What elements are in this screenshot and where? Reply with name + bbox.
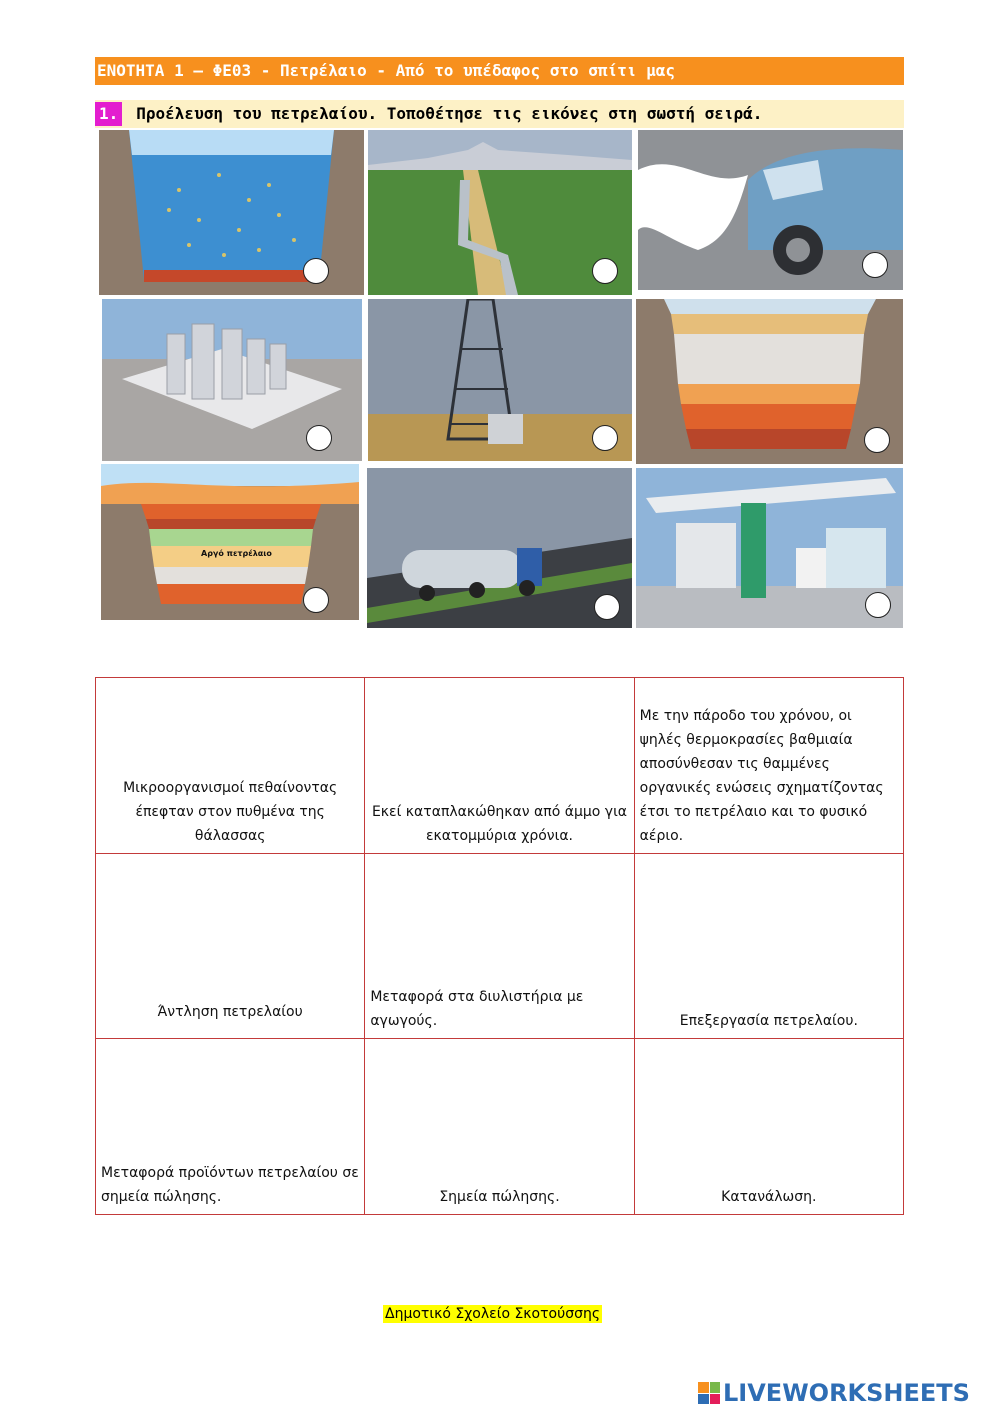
answer-table bbox=[95, 677, 904, 1215]
answer-circle[interactable] bbox=[862, 252, 888, 278]
image-sea-microorganisms[interactable] bbox=[99, 130, 364, 295]
table-cell[interactable]: Επεξεργασία πετρελαίου. bbox=[634, 854, 903, 1039]
image-tanker-truck[interactable] bbox=[367, 468, 632, 628]
worksheet-header bbox=[95, 57, 904, 85]
image-gas-station[interactable] bbox=[636, 468, 903, 628]
question-text: Προέλευση του πετρελαίου. Τοποθέτησε τις εικόνες στη σωστή σειρά. bbox=[136, 104, 763, 123]
table-cell[interactable]: Εκεί καταπλακώθηκαν από άμμο για εκατομμύρια χρόνια. bbox=[365, 678, 634, 854]
image-crude-oil-layers[interactable] bbox=[101, 464, 359, 620]
image-car-exhaust[interactable] bbox=[638, 130, 903, 290]
question-number: 1. bbox=[95, 102, 122, 126]
crude-oil-label: Αργό πετρέλαιο bbox=[201, 549, 272, 558]
liveworksheets-logo[interactable] bbox=[698, 1378, 970, 1408]
table-cell[interactable]: Κατανάλωση. bbox=[634, 1039, 903, 1215]
answer-circle[interactable] bbox=[864, 427, 890, 453]
question-bar bbox=[95, 100, 904, 128]
image-refinery[interactable] bbox=[102, 299, 362, 461]
table-cell[interactable]: Άντληση πετρελαίου bbox=[96, 854, 365, 1039]
image-pipeline-landscape[interactable] bbox=[368, 130, 632, 295]
table-row bbox=[96, 678, 904, 854]
table-cell[interactable]: Με την πάροδο του χρόνου, οι ψηλές θερμοκρασίες βαθμιαία αποσύνθεσαν τις θαμμένες οργανικές ενώσεις σχηματίζοντας έτσι το πετρέλαιο και το φυσικό αέριο. bbox=[634, 678, 903, 854]
table-cell[interactable]: Μεταφορά προϊόντων πετρελαίου σε σημεία πώλησης. bbox=[96, 1039, 365, 1215]
school-name: Δημοτικό Σχολείο Σκοτούσσης bbox=[385, 1306, 601, 1322]
answer-circle[interactable] bbox=[303, 587, 329, 613]
liveworksheets-brand: LIVEWORKSHEETS bbox=[723, 1379, 970, 1407]
answer-circle[interactable] bbox=[592, 425, 618, 451]
answer-circle[interactable] bbox=[306, 425, 332, 451]
table-cell[interactable]: Μικροοργανισμοί πεθαίνοντας έπεφταν στον πυθμένα της θάλασσας bbox=[96, 678, 365, 854]
table-row bbox=[96, 1039, 904, 1215]
answer-circle[interactable] bbox=[592, 258, 618, 284]
image-oil-derrick[interactable] bbox=[368, 299, 632, 461]
table-row bbox=[96, 854, 904, 1039]
worksheet-title: ΕΝΟΤΗΤΑ 1 – ΦΕ03 - Πετρέλαιο - Από το υπέδαφος στο σπίτι μας bbox=[97, 61, 675, 80]
image-rock-layers[interactable] bbox=[636, 299, 903, 464]
liveworksheets-logo-icon bbox=[698, 1382, 720, 1404]
answer-circle[interactable] bbox=[303, 258, 329, 284]
table-cell[interactable]: Σημεία πώλησης. bbox=[365, 1039, 634, 1215]
table-cell[interactable]: Μεταφορά στα διυλιστήρια με αγωγούς. bbox=[365, 854, 634, 1039]
answer-circle[interactable] bbox=[594, 594, 620, 620]
answer-circle[interactable] bbox=[865, 592, 891, 618]
